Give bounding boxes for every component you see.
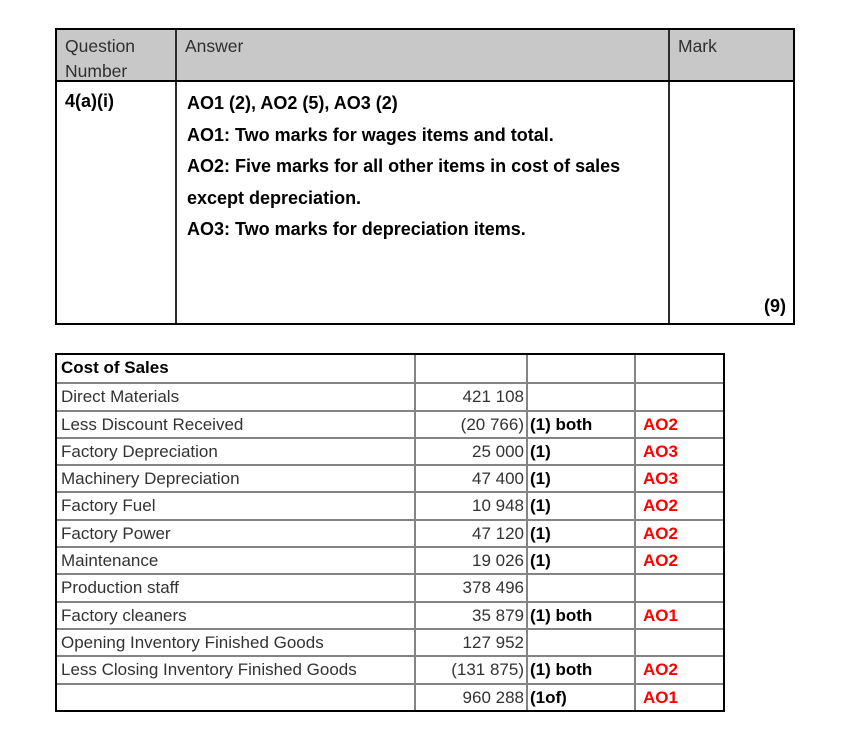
row-value: 10 948 [416, 493, 528, 518]
row-note: (1) [528, 548, 636, 573]
row-label: Factory cleaners [57, 603, 416, 628]
header-answer: Answer [177, 30, 670, 80]
header-question-number: Question Number [57, 30, 177, 80]
row-value: 35 879 [416, 603, 528, 628]
row-value: 47 120 [416, 521, 528, 546]
row-value: 47 400 [416, 466, 528, 491]
row-value: 421 108 [416, 384, 528, 409]
table-row [57, 628, 723, 655]
table-title-row [57, 355, 723, 382]
row-label: Opening Inventory Finished Goods [57, 630, 416, 655]
row-ao [636, 355, 723, 382]
row-note [528, 630, 636, 655]
row-label: Factory Power [57, 521, 416, 546]
question-number-cell: 4(a)(i) [57, 82, 177, 323]
row-label: Factory Depreciation [57, 439, 416, 464]
mark-cell [670, 82, 793, 323]
row-label: Machinery Depreciation [57, 466, 416, 491]
table-row [57, 655, 723, 682]
row-value: 19 026 [416, 548, 528, 573]
answer-line: AO1: Two marks for wages items and total. [187, 124, 554, 145]
row-ao: AO1 [643, 687, 678, 707]
row-note [528, 384, 636, 409]
row-note: (1) both [528, 603, 636, 628]
row-label: Maintenance [57, 548, 416, 573]
mark-value: (9) [764, 296, 786, 316]
row-value: 378 496 [416, 575, 528, 600]
row-note: (1) [528, 493, 636, 518]
header-mark: Mark [678, 36, 717, 56]
table-row [57, 573, 723, 600]
row-ao [636, 630, 723, 655]
row-ao [636, 575, 723, 600]
row-label: Direct Materials [57, 384, 416, 409]
row-ao [636, 384, 723, 409]
answer-line: except depreciation. [187, 187, 362, 208]
row-note: (1) both [528, 412, 636, 437]
row-label [57, 685, 416, 710]
row-note [528, 575, 636, 600]
row-note: (1of) [528, 685, 636, 710]
row-ao: AO2 [643, 523, 678, 543]
row-label: Production staff [57, 575, 416, 600]
row-label: Less Closing Inventory Finished Goods [57, 657, 416, 682]
table-row [57, 491, 723, 518]
row-note: (1) [528, 466, 636, 491]
answer-line: AO1 (2), AO2 (5), AO3 (2) [187, 93, 398, 113]
row-ao: AO2 [643, 496, 678, 516]
row-ao: AO3 [643, 469, 678, 489]
row-label: Less Discount Received [57, 412, 416, 437]
mark-scheme-header-row [57, 30, 793, 82]
row-ao: AO2 [643, 551, 678, 571]
row-value: 25 000 [416, 439, 528, 464]
row-note: (1) both [528, 657, 636, 682]
row-value [416, 355, 528, 382]
row-ao: AO3 [643, 441, 678, 461]
table-row [57, 546, 723, 573]
row-note [528, 355, 636, 382]
answer-cell [177, 82, 670, 323]
cost-of-sales-title: Cost of Sales [57, 355, 416, 382]
table-row [57, 464, 723, 491]
table-row [57, 683, 723, 710]
row-note: (1) [528, 439, 636, 464]
table-row [57, 437, 723, 464]
row-value: (20 766) [416, 412, 528, 437]
row-note: (1) [528, 521, 636, 546]
row-ao: AO2 [643, 660, 678, 680]
row-ao: AO2 [643, 414, 678, 434]
cost-of-sales-table [55, 353, 725, 712]
row-value: (131 875) [416, 657, 528, 682]
table-row [57, 410, 723, 437]
row-ao: AO1 [643, 605, 678, 625]
mark-scheme-table [55, 28, 795, 325]
answer-line: AO2: Five marks for all other items in cost of sales [187, 156, 621, 176]
mark-scheme-body-row [57, 82, 793, 323]
table-row [57, 382, 723, 409]
answer-line: AO3: Two marks for depreciation items. [187, 219, 526, 239]
row-value: 960 288 [416, 685, 528, 710]
table-row [57, 601, 723, 628]
table-row [57, 519, 723, 546]
row-label: Factory Fuel [57, 493, 416, 518]
row-value: 127 952 [416, 630, 528, 655]
